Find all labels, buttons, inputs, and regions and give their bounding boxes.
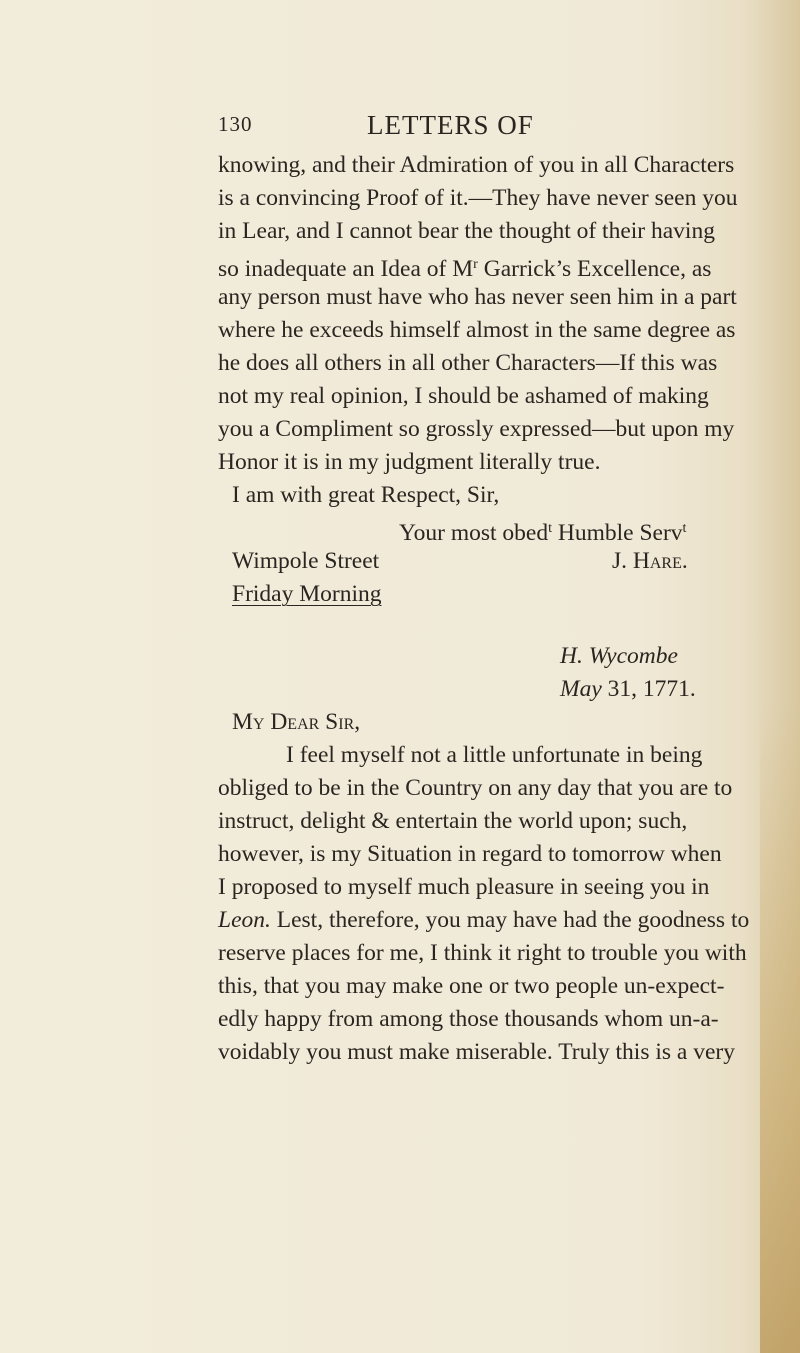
letter1-signature: J. Hare.	[612, 548, 688, 574]
closing-pre: Your most obed	[399, 519, 549, 546]
letter1-line-7: he does all others in all other Characters—If this was	[218, 350, 718, 376]
letter2-date	[560, 674, 696, 704]
letter2-line-2: obliged to be in the Country on any day that you are to	[218, 775, 733, 801]
letter2-date-rest: 31, 1771.	[601, 676, 696, 702]
closing-mid: Humble Serv	[552, 519, 683, 546]
letter1-line-10: Honor it is in my judgment literally true.	[218, 449, 601, 475]
letter1-line-8: not my real opinion, I should be ashamed of making	[218, 383, 709, 409]
letter1-line-3: in Lear, and I cannot bear the thought of their having	[218, 218, 715, 244]
letter2-line-5: I proposed to myself much pleasure in seeing you in	[218, 874, 710, 900]
letter2-line-8: this, that you may make one or two people un-expect-	[218, 973, 725, 999]
letter2-line-6	[218, 905, 750, 935]
letter2-date-month: May	[560, 676, 602, 702]
letter1-line-9: you a Compliment so grossly expressed—but upon my	[218, 416, 735, 442]
page-number: 130	[218, 112, 253, 136]
letter2-salutation: My Dear Sir,	[232, 709, 361, 735]
letter1-line-5: any person must have who has never seen him in a part	[218, 284, 737, 310]
letter2-line-6-rest: Lest, therefore, you may have had the goodness to	[270, 907, 750, 933]
letter2-play-title: Leon.	[218, 907, 271, 933]
letter2-line-10: voidably you must make miserable. Truly this is a very	[218, 1039, 735, 1065]
closing-sup-1: t	[548, 520, 552, 536]
closing-sup-2: t	[682, 520, 687, 536]
letter1-complimentary-line: I am with great Respect, Sir,	[232, 482, 500, 508]
page-edge-stain	[760, 700, 800, 1353]
letter1-line-6: where he exceeds himself almost in the same degree as	[218, 317, 736, 343]
running-title: LETTERS OF	[367, 110, 534, 140]
letter2-line-7: reserve places for me, I think it right to trouble you with	[218, 940, 747, 966]
letter1-line-4-post: Garrick’s Excellence, as	[477, 255, 712, 282]
letter1-day-text: Friday Morning	[232, 581, 382, 607]
letter1-closing	[399, 513, 686, 548]
letter2-line-4: however, is my Situation in regard to tomorrow when	[218, 841, 722, 867]
letter1-day	[232, 579, 381, 609]
page-header	[218, 112, 738, 152]
letter1-line-1: knowing, and their Admiration of you in all Characters	[218, 152, 735, 178]
letter2-line-3: instruct, delight & entertain the world upon; such,	[218, 808, 688, 834]
letter1-line-2: is a convincing Proof of it.—They have never seen you	[218, 185, 738, 211]
letter2-place: H. Wycombe	[560, 643, 678, 669]
letter1-line-4-sup: r	[473, 256, 478, 272]
letter1-line-4-pre: so inadequate an Idea of M	[218, 255, 474, 282]
letter2-line-1: I feel myself not a little unfortunate in being	[286, 742, 703, 768]
letter1-address: Wimpole Street	[232, 548, 380, 574]
letter2-line-9: edly happy from among those thousands whom un-a-	[218, 1006, 719, 1032]
letter1-line-4	[218, 249, 740, 284]
